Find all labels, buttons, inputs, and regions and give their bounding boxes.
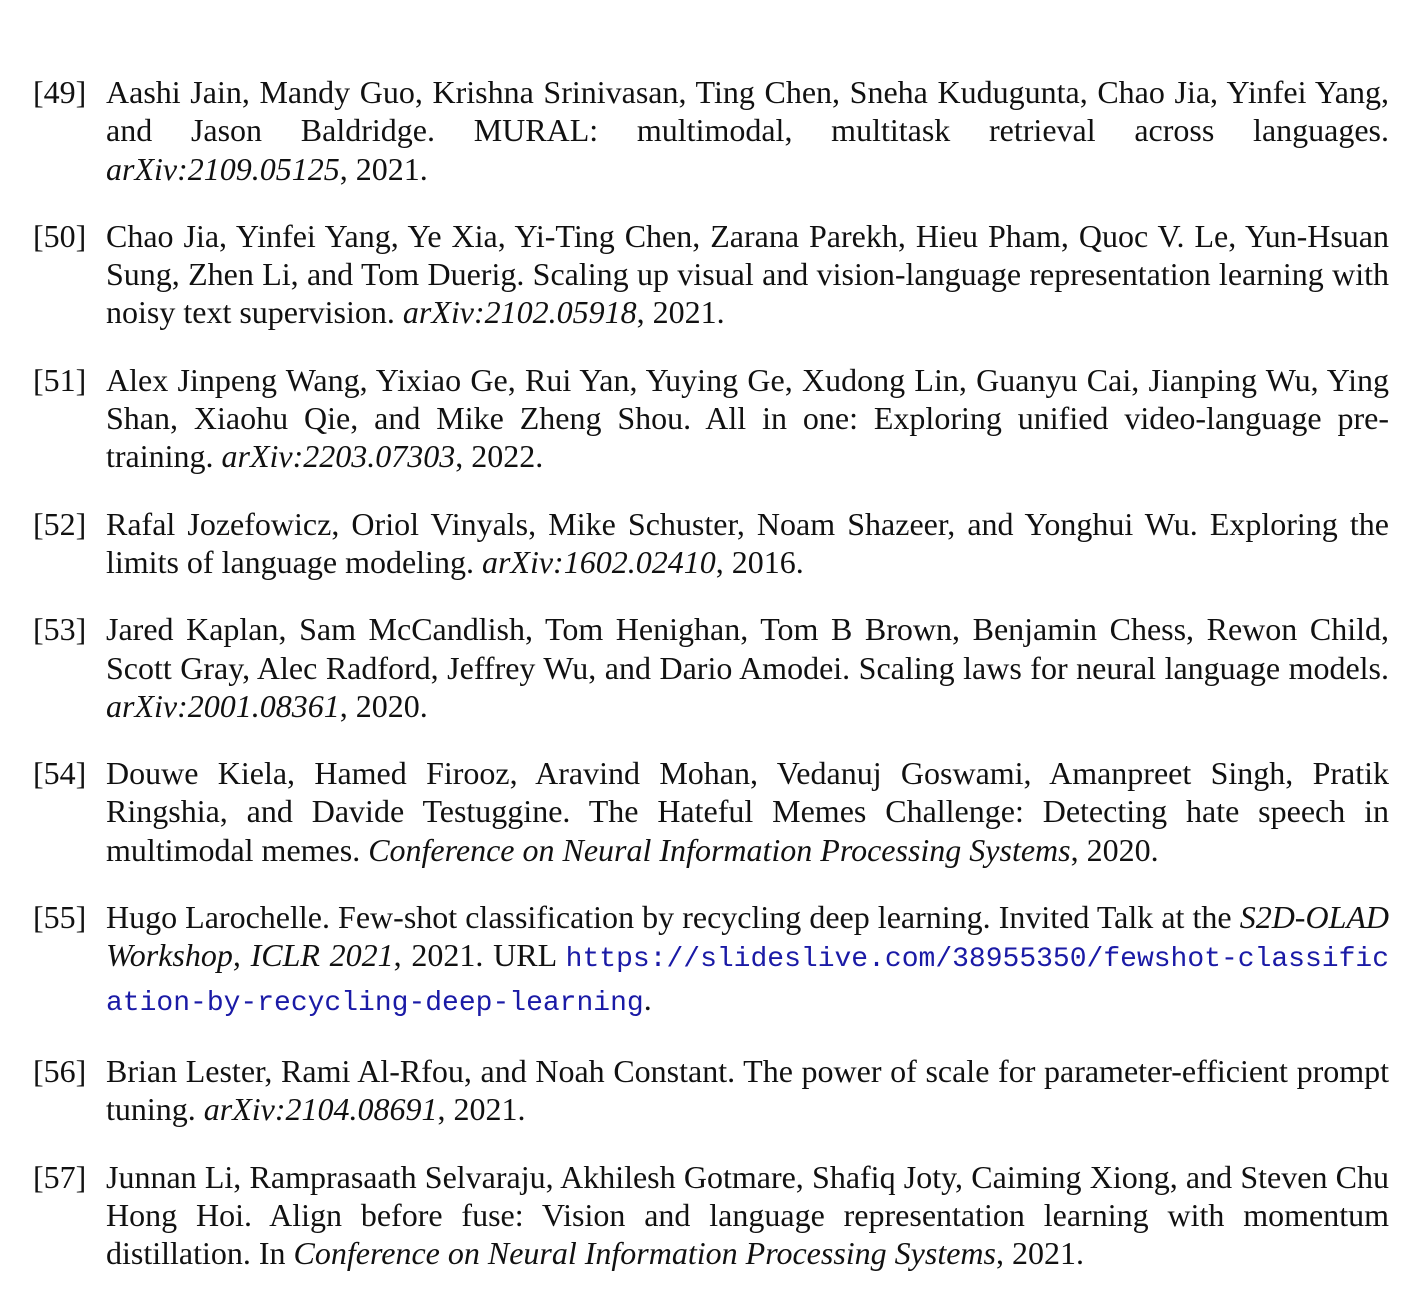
reference-52 [33, 505, 1389, 582]
reference-year: , 2021. [339, 150, 428, 187]
reference-year: , 2021. [636, 294, 725, 331]
reference-url-period: . [643, 980, 652, 1017]
reference-venue: arXiv:2109.05125 [106, 150, 340, 187]
reference-authors-title: Aashi Jain, Mandy Guo, Krishna Srinivasan, Ting Chen, Sneha Kudugunta, Chao Jia, Yinfei Yang, and Jason Baldridge. MURAL: multimodal, multitask retrieval across languages. [106, 74, 1389, 149]
reference-51 [33, 361, 1389, 476]
reference-authors-title: Douwe Kiela, Hamed Firooz, Aravind Mohan, Vedanuj Goswami, Amanpreet Singh, Pratik Ringshia, and Davide Testuggine. The Hateful Memes Challenge: Detecting hate speech in multimodal memes. [106, 755, 1389, 868]
reference-number: [54] [33, 755, 87, 792]
reference-venue: arXiv:2104.08691 [203, 1091, 438, 1128]
reference-venue: S2D-OLAD Workshop, ICLR 2021 [106, 899, 1390, 974]
reference-authors-title: Junnan Li, Ramprasaath Selvaraju, Akhilesh Gotmare, Shafiq Joty, Caiming Xiong, and Steven Chu Hong Hoi. Align before fuse: Vision and language representation learning with momentum distillation. In [106, 1158, 1389, 1272]
reference-number: [52] [33, 505, 87, 542]
reference-56 [33, 1052, 1389, 1129]
reference-number: [56] [33, 1052, 87, 1089]
reference-authors-title: Brian Lester, Rami Al-Rfou, and Noah Constant. The power of scale for parameter-efficient prompt tuning. [106, 1052, 1389, 1128]
reference-number: [50] [33, 217, 87, 254]
reference-53 [33, 610, 1389, 725]
reference-number: [55] [33, 899, 87, 936]
reference-authors-title: Jared Kaplan, Sam McCandlish, Tom Henighan, Tom B Brown, Benjamin Chess, Rewon Child, Scott Gray, Alec Radford, Jeffrey Wu, and Dario Amodei. Scaling laws for neural language models. [106, 611, 1389, 686]
reference-url-link[interactable]: https://slideslive.com/38955350/fewshot-classification-by-recycling-deep-learning [106, 944, 1389, 1019]
reference-authors-title: Chao Jia, Yinfei Yang, Ye Xia, Yi-Ting Chen, Zarana Parekh, Hieu Pham, Quoc V. Le, Yun-Hsuan Sung, Zhen Li, and Tom Duerig. Scaling up visual and vision-language representation learning with noisy text supervision. [106, 217, 1389, 331]
reference-50 [33, 217, 1389, 332]
reference-55 [33, 898, 1389, 1023]
reference-49 [33, 73, 1389, 188]
reference-57 [33, 1158, 1389, 1273]
reference-54 [33, 754, 1389, 869]
reference-authors-title: Hugo Larochelle. Few-shot classification by recycling deep learning. Invited Talk at the [106, 899, 1232, 936]
reference-year: , 2020. [339, 687, 428, 724]
reference-number: [49] [33, 74, 87, 110]
reference-year: , 2020. [1070, 831, 1159, 868]
reference-venue: arXiv:2203.07303 [221, 438, 456, 475]
reference-year: , 2021. URL [393, 937, 556, 974]
reference-number: [51] [33, 361, 87, 398]
reference-venue: arXiv:1602.02410 [481, 543, 716, 580]
reference-year: , 2021. [995, 1235, 1084, 1272]
reference-year: , 2021. [437, 1091, 526, 1128]
reference-authors-title: Alex Jinpeng Wang, Yixiao Ge, Rui Yan, Yuying Ge, Xudong Lin, Guanyu Cai, Jianping Wu, Ying Shan, Xiaohu Qie, and Mike Zheng Shou. All in one: Exploring unified video-language pre-training. [106, 361, 1389, 475]
reference-venue: Conference on Neural Information Processing Systems [368, 831, 1071, 868]
reference-list [33, 73, 1389, 1301]
reference-authors-title: Rafal Jozefowicz, Oriol Vinyals, Mike Schuster, Noam Shazeer, and Yonghui Wu. Exploring the limits of language modeling. [106, 505, 1389, 580]
reference-number: [57] [33, 1158, 87, 1195]
reference-venue: arXiv:2102.05918 [402, 294, 637, 331]
reference-venue: Conference on Neural Information Processing Systems [293, 1235, 996, 1272]
reference-venue: arXiv:2001.08361 [106, 687, 340, 724]
reference-year: , 2016. [715, 543, 804, 580]
reference-number: [53] [33, 611, 87, 648]
reference-year: , 2022. [455, 438, 544, 475]
